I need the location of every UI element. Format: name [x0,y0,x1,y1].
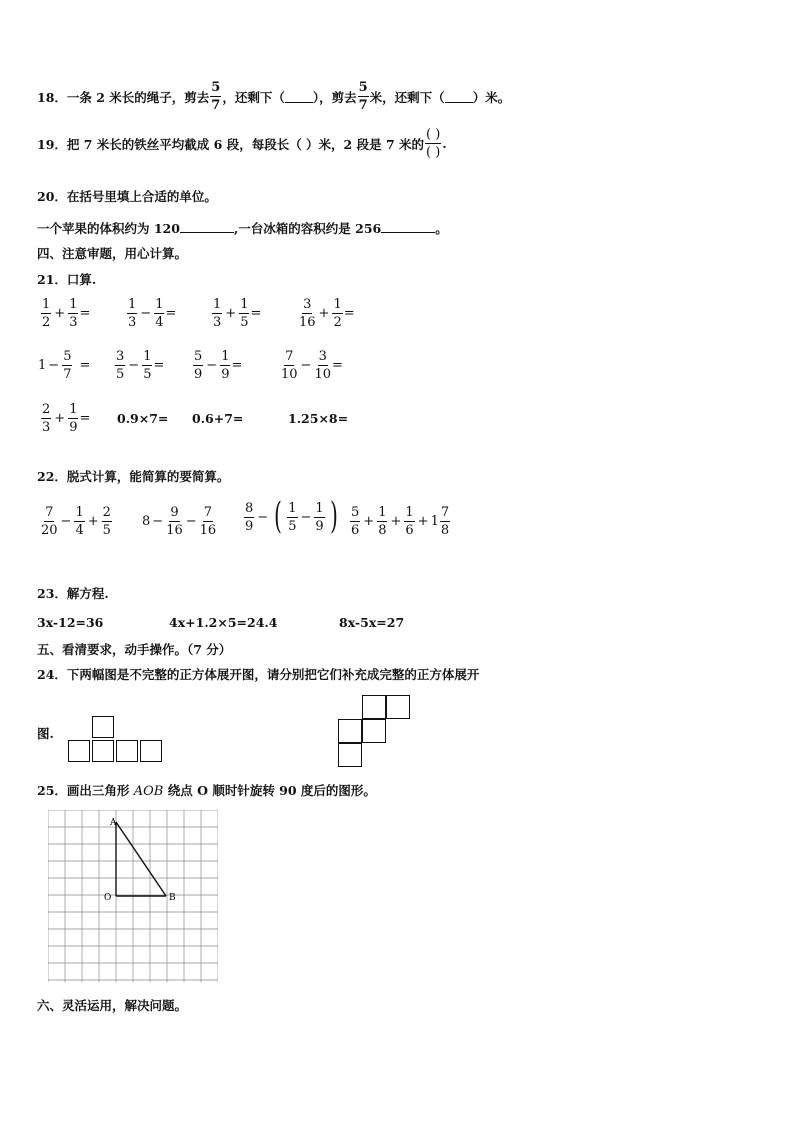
q18-text-e: ）米。 [472,89,511,105]
denominator: 16 [166,523,183,538]
label-o: O [104,893,112,903]
denominator: 5 [288,518,297,534]
numerator: 1 [315,500,324,516]
label-a: A [110,818,117,828]
numerator: 1 [69,402,78,417]
operator: − [60,514,72,529]
equals: = [250,306,262,321]
numerator: 7 [440,505,450,520]
operator: + [54,306,66,321]
denominator: 7 [211,98,221,113]
section-6-heading: 六、灵活运用，解决问题。 [37,998,188,1013]
operator: − [140,306,152,321]
numerator: 1 [75,505,84,520]
numerator: 1 [405,505,414,520]
right-paren: ) [329,496,338,537]
denominator: 2 [42,315,51,330]
q19-text-b: . [442,136,447,151]
denominator: ( ) [426,145,441,160]
numerator: 2 [102,505,111,520]
numerator: 1 [288,500,297,516]
q21-r2-item-4 [280,349,343,382]
q25-text-a: 25．画出三角形 [37,783,130,798]
q23-equation-2: 4x+1.2×5=24.4 [169,615,278,630]
equals: = [332,358,343,373]
equals: = [165,306,177,321]
denominator: 5 [240,315,249,330]
operator: + [417,514,429,529]
q18-fraction-2 [358,80,369,113]
operator: + [54,411,66,426]
numerator: 8 [245,500,254,516]
denominator: 4 [155,315,164,330]
whole-number: 1 [430,514,439,529]
denominator: 7 [358,98,368,113]
denominator: 16 [299,315,316,330]
equals: = [343,306,355,321]
q20-blank-1[interactable] [180,220,234,233]
operator: − [185,514,197,529]
q21-r2-item-1 [38,349,90,382]
denominator: 6 [405,523,414,538]
numerator: 7 [45,505,54,520]
question-25 [37,781,376,799]
denominator: 5 [143,367,152,382]
whole-number: 8 [142,514,151,529]
numerator: 1 [240,297,249,312]
numerator: 1 [128,297,137,312]
q21-r3-item-4: 1.25×8= [288,411,349,426]
q18-text-d: 米，还剩下（ [369,89,445,105]
net2-square [338,719,362,743]
numerator: 1 [221,349,230,364]
operator: − [152,514,164,529]
q22-expression-4 [349,505,451,538]
triangle-name: AOB [133,784,164,799]
numerator: 1 [213,297,222,312]
numerator: 2 [42,402,51,417]
numerator: 9 [170,505,179,520]
q21-r2-item-2 [114,349,164,382]
net2-square [338,743,362,767]
net2-square [362,719,386,743]
net1-square [116,740,138,762]
q21-r2-item-3 [192,349,242,382]
numerator: 5 [63,349,72,364]
operator: − [300,509,312,525]
operator: + [87,514,99,529]
numerator: 3 [318,349,327,364]
net1-square [92,740,114,762]
denominator: 4 [75,523,84,538]
whole-number: 1 [38,358,47,373]
equals: = [231,358,243,373]
question-20-line [37,219,448,237]
q18-blank-2[interactable] [445,90,473,103]
numerator: 1 [378,505,387,520]
q22-title: 22．脱式计算，能简算的要简算。 [37,469,230,484]
equals: = [153,358,165,373]
net1-square [68,740,90,762]
q18-fraction-1 [210,80,221,113]
denominator: 16 [199,523,217,538]
operator: + [363,514,375,529]
denominator: 3 [69,315,78,330]
denominator: 9 [315,518,324,534]
operator: − [300,358,312,373]
q24-text-tail: 图. [37,726,54,741]
denominator: 7 [63,367,72,382]
q23-equation-1: 3x-12=36 [37,615,104,630]
label-b: B [169,893,176,903]
numerator: 1 [333,297,342,312]
section-4-heading: 四、注意审题，用心计算。 [37,246,188,261]
equals: = [79,411,91,426]
operator: + [390,514,402,529]
numerator: 7 [285,349,294,364]
denominator: 5 [116,367,125,382]
q21-r1-item-3 [211,297,261,330]
q20-title: 20．在括号里填上合适的单位。 [37,189,217,204]
question-19 [37,127,447,160]
q21-r1-item-1 [40,297,90,330]
q23-title: 23．解方程. [37,586,109,601]
denominator: 2 [333,315,342,330]
net2-square [386,695,410,719]
triangle-aob [116,822,166,896]
equals: = [79,306,91,321]
denominator: 8 [440,523,450,538]
left-paren: ( [274,496,283,537]
q18-blank-1[interactable] [285,90,313,103]
net1-square [92,716,114,738]
q22-expression-1 [40,505,113,538]
q19-fraction-blank[interactable] [425,127,441,160]
numerator: 5 [351,505,360,520]
numerator: 5 [211,80,221,95]
q19-text-a: 19．把 7 米长的铁丝平均截成 6 段，每段长（ ）米，2 段是 7 米的 [37,136,425,152]
q20-blank-2[interactable] [381,220,435,233]
numerator: 3 [116,349,125,364]
q20-text-c: 。 [435,221,448,236]
equals: = [79,358,91,373]
operator: − [206,358,218,373]
q21-r3-item-3: 0.6+7= [192,411,244,426]
q20-text-a: 一个苹果的体积约为 120 [37,221,180,236]
denominator: 3 [213,315,222,330]
operator: − [257,509,269,525]
segment-ab [116,822,166,896]
numerator: 7 [203,505,213,520]
denominator: 9 [221,367,230,382]
net2-square [362,695,386,719]
q20-text-b: ,一台冰箱的容积约是 256 [233,221,382,236]
denominator: 9 [69,420,78,435]
denominator: 3 [42,420,51,435]
q21-title: 21．口算. [37,272,97,287]
q18-text-b: ，还剩下（ [222,89,285,105]
q21-r3-item-1 [40,402,90,435]
q22-expression-2 [142,505,217,538]
rotation-grid [48,810,218,982]
denominator: 3 [128,315,137,330]
section-5-heading: 五、看清要求，动手操作。（7 分） [37,642,232,657]
numerator: 1 [143,349,152,364]
operator: − [128,358,140,373]
grid-svg [48,810,218,982]
numerator: 1 [155,297,164,312]
denominator: 10 [281,367,298,382]
numerator: 5 [358,80,368,95]
denominator: 20 [41,523,58,538]
q22-expression-3 [243,496,342,537]
denominator: 5 [102,523,111,538]
denominator: 10 [314,367,331,382]
numerator: 5 [194,349,203,364]
denominator: 8 [378,523,387,538]
denominator: 6 [351,523,360,538]
q24-text: 24．下两幅图是不完整的正方体展开图，请分别把它们补充成完整的正方体展开 [37,667,480,682]
numerator: 3 [303,297,312,312]
q25-text-b: 绕点 O 顺时针旋转 90 度后的图形。 [167,783,376,798]
q18-text-c: ），剪去 [312,89,357,105]
q23-equation-3: 8x-5x=27 [339,615,405,630]
operator: + [225,306,237,321]
q21-r3-item-2: 0.9×7= [117,411,169,426]
operator: − [48,358,60,373]
q21-r1-item-2 [126,297,176,330]
net1-square [140,740,162,762]
q18-text-a: 18．一条 2 米长的绳子，剪去 [37,89,210,105]
numerator: 1 [42,297,51,312]
question-18 [37,80,510,113]
numerator: ( ) [426,127,441,142]
operator: + [318,306,330,321]
denominator: 9 [245,518,254,534]
denominator: 9 [194,367,203,382]
numerator: 1 [69,297,78,312]
q21-r1-item-4 [298,297,355,330]
